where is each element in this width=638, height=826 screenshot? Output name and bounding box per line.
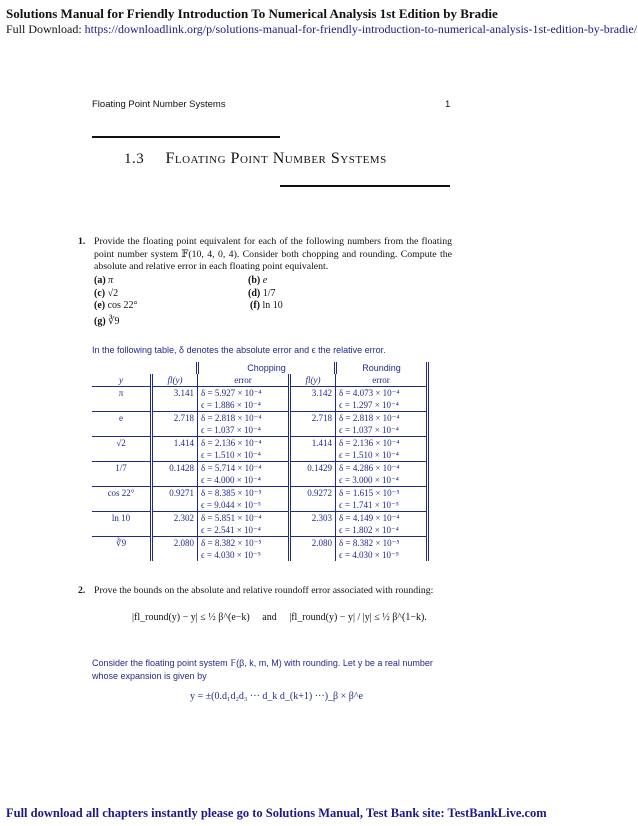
cell-chop-delta: δ = 2.818 × 10⁻⁴	[198, 412, 290, 425]
item-value: ln 10	[262, 300, 283, 311]
cell-chop-fl: 3.141	[152, 387, 198, 400]
table-row-continuation	[92, 524, 428, 537]
cell-chop-delta: δ = 5.714 × 10⁻⁴	[198, 462, 290, 475]
item-label: (g)	[94, 316, 106, 327]
answer-intro: In the following table, δ denotes the absolute error and ϵ the relative error.	[92, 345, 386, 355]
col-chop-error: error	[198, 374, 290, 387]
section-rule-top	[92, 136, 280, 138]
cell-chop-eps: ϵ = 4.000 × 10⁻⁴	[198, 474, 290, 487]
bound-and: and	[262, 612, 277, 623]
cell-round-fl: 2.080	[290, 537, 336, 550]
cell-chop-delta: δ = 5.851 × 10⁻⁴	[198, 512, 290, 525]
cell-y: cos 22°	[92, 487, 152, 500]
table-row	[92, 512, 428, 525]
cell-chop-eps: ϵ = 9.044 × 10⁻⁵	[198, 499, 290, 512]
table-row	[92, 387, 428, 400]
cell-chop-eps: ϵ = 1.510 × 10⁻⁴	[198, 449, 290, 462]
cell-empty	[290, 549, 336, 561]
cell-empty	[152, 449, 198, 462]
cell-y: π	[92, 387, 152, 400]
item-a	[94, 275, 113, 286]
cell-chop-delta: δ = 5.927 × 10⁻⁴	[198, 387, 290, 400]
cell-y: e	[92, 412, 152, 425]
cell-round-eps: ϵ = 3.000 × 10⁻⁴	[336, 474, 428, 487]
cell-round-fl: 1.414	[290, 437, 336, 450]
bound-equations	[132, 612, 427, 623]
problem-1	[78, 236, 452, 274]
cell-empty	[152, 474, 198, 487]
cell-round-delta: δ = 2.818 × 10⁻⁴	[336, 412, 428, 425]
cell-round-fl: 0.1429	[290, 462, 336, 475]
item-label: (b)	[248, 275, 261, 286]
cell-empty	[92, 549, 152, 561]
cell-chop-delta: δ = 8.385 × 10⁻⁵	[198, 487, 290, 500]
cell-round-delta: δ = 4.149 × 10⁻⁴	[336, 512, 428, 525]
col-round-fl: fl(y)	[290, 374, 336, 387]
cell-empty	[152, 399, 198, 412]
table-row-continuation	[92, 399, 428, 412]
item-value: π	[108, 275, 114, 286]
section-title: Floating Point Number Systems	[165, 150, 387, 167]
cell-chop-delta: δ = 8.382 × 10⁻⁵	[198, 537, 290, 550]
section-rule-bottom	[280, 185, 450, 187]
cell-chop-delta: δ = 2.136 × 10⁻⁴	[198, 437, 290, 450]
footer-promo: Full download all chapters instantly please go to Solutions Manual, Test Bank site: TestBankLive.com	[6, 806, 547, 820]
floating-point-table	[92, 362, 429, 561]
cell-round-fl: 2.303	[290, 512, 336, 525]
cell-chop-fl: 1.414	[152, 437, 198, 450]
cell-round-delta: δ = 1.615 × 10⁻⁵	[336, 487, 428, 500]
cell-y: 1/7	[92, 462, 152, 475]
cell-chop-eps: ϵ = 4.030 × 10⁻⁵	[198, 549, 290, 561]
col-round-error: error	[336, 374, 428, 387]
cell-y: √2	[92, 437, 152, 450]
cell-empty	[152, 424, 198, 437]
cell-chop-fl: 0.9271	[152, 487, 198, 500]
cell-empty	[152, 499, 198, 512]
problem-2-text: Prove the bounds on the absolute and relative roundoff error associated with rounding:	[94, 585, 434, 596]
item-label: (d)	[248, 288, 261, 299]
item-value: ∛9	[108, 316, 120, 327]
item-c	[94, 288, 118, 299]
download-label: Full Download:	[6, 22, 82, 36]
banner-title: Solutions Manual for Friendly Introduction To Numerical Analysis 1st Edition by Bradie	[6, 6, 498, 21]
table-row-continuation	[92, 474, 428, 487]
item-value: cos 22°	[107, 300, 138, 311]
cell-chop-eps: ϵ = 1.886 × 10⁻⁴	[198, 399, 290, 412]
cell-empty	[290, 474, 336, 487]
item-label: (e)	[94, 300, 106, 311]
cell-round-eps: ϵ = 4.030 × 10⁻⁵	[336, 549, 428, 561]
item-e	[94, 300, 137, 311]
problem-2	[78, 585, 452, 598]
cell-round-eps: ϵ = 1.037 × 10⁻⁴	[336, 424, 428, 437]
cell-empty	[152, 524, 198, 537]
cell-y: ln 10	[92, 512, 152, 525]
cell-empty	[92, 399, 152, 412]
table-row	[92, 462, 428, 475]
chopping-header: Chopping	[198, 362, 336, 374]
cell-round-eps: ϵ = 1.802 × 10⁻⁴	[336, 524, 428, 537]
col-chop-fl: fl(y)	[152, 374, 198, 387]
cell-round-eps: ϵ = 1.741 × 10⁻⁵	[336, 499, 428, 512]
item-value: √2	[107, 288, 119, 299]
section-number: 1.3	[124, 151, 145, 167]
item-label: (c)	[94, 288, 106, 299]
cell-chop-fl: 2.080	[152, 537, 198, 550]
rounding-header: Rounding	[336, 362, 428, 374]
problem-2-answer: Consider the floating point system 𝔽(β, k, m, M) with rounding. Let y be a real number whose expansion is given by	[92, 658, 433, 681]
table-row-continuation	[92, 424, 428, 437]
problem-1-number: 1.	[78, 236, 86, 247]
cell-empty	[92, 499, 152, 512]
cell-chop-eps: ϵ = 2.541 × 10⁻⁴	[198, 524, 290, 537]
item-value: 1/7	[262, 288, 276, 299]
cell-round-fl: 2.718	[290, 412, 336, 425]
page-number: 1	[445, 99, 451, 110]
cell-empty	[290, 499, 336, 512]
table-column-header	[92, 374, 428, 387]
cell-chop-eps: ϵ = 1.037 × 10⁻⁴	[198, 424, 290, 437]
download-link[interactable]: https://downloadlink.org/p/solutions-manual-for-friendly-introduction-to-numerical-analysis-1st-edition-by-bradie/	[84, 22, 638, 36]
cell-empty	[290, 399, 336, 412]
cell-round-eps: ϵ = 1.510 × 10⁻⁴	[336, 449, 428, 462]
table-row	[92, 412, 428, 425]
cell-empty	[92, 424, 152, 437]
cell-round-delta: δ = 8.382 × 10⁻⁵	[336, 537, 428, 550]
item-g	[94, 316, 120, 327]
item-f	[250, 300, 283, 311]
cell-round-delta: δ = 4.286 × 10⁻⁴	[336, 462, 428, 475]
section-heading	[124, 150, 387, 168]
table-row-continuation	[92, 549, 428, 561]
cell-round-delta: δ = 4.073 × 10⁻⁴	[336, 387, 428, 400]
cell-empty	[92, 449, 152, 462]
item-label: (f)	[250, 300, 260, 311]
cell-round-fl: 3.142	[290, 387, 336, 400]
cell-y: ∛9	[92, 537, 152, 550]
table-row	[92, 487, 428, 500]
cell-chop-fl: 0.1428	[152, 462, 198, 475]
table-row	[92, 537, 428, 550]
banner-download-line	[6, 22, 637, 37]
col-y: y	[119, 375, 123, 385]
table-row	[92, 437, 428, 450]
expansion-equation: y = ±(0.d₁d₂d₃ ··· d_k d_(k+1) ···)_β × β^e	[190, 691, 363, 702]
cell-chop-fl: 2.302	[152, 512, 198, 525]
cell-round-delta: δ = 2.136 × 10⁻⁴	[336, 437, 428, 450]
item-value: e	[262, 275, 268, 286]
cell-round-fl: 0.9272	[290, 487, 336, 500]
bound-absolute: |fl_round(y) − y| ≤ ½ β^(e−k)	[132, 612, 250, 623]
table-group-header	[92, 362, 428, 374]
cell-chop-fl: 2.718	[152, 412, 198, 425]
item-b	[248, 275, 267, 286]
item-label: (a)	[94, 275, 106, 286]
cell-empty	[92, 474, 152, 487]
item-d	[248, 288, 276, 299]
cell-empty	[152, 549, 198, 561]
table-row-continuation	[92, 449, 428, 462]
bound-relative: |fl_round(y) − y| / |y| ≤ ½ β^(1−k).	[289, 612, 427, 623]
cell-round-eps: ϵ = 1.297 × 10⁻⁴	[336, 399, 428, 412]
problem-1-text: Provide the floating point equivalent for each of the following numbers from the floating point number system 𝔽(10, 4, 0, 4). Consider both chopping and rounding. Compute the absolute and relative error in each floating point equivalent.	[94, 236, 452, 272]
cell-empty	[92, 524, 152, 537]
cell-empty	[290, 449, 336, 462]
cell-empty	[290, 424, 336, 437]
cell-empty	[290, 524, 336, 537]
running-head: Floating Point Number Systems	[92, 99, 226, 110]
problem-2-number: 2.	[78, 585, 86, 596]
table-row-continuation	[92, 499, 428, 512]
